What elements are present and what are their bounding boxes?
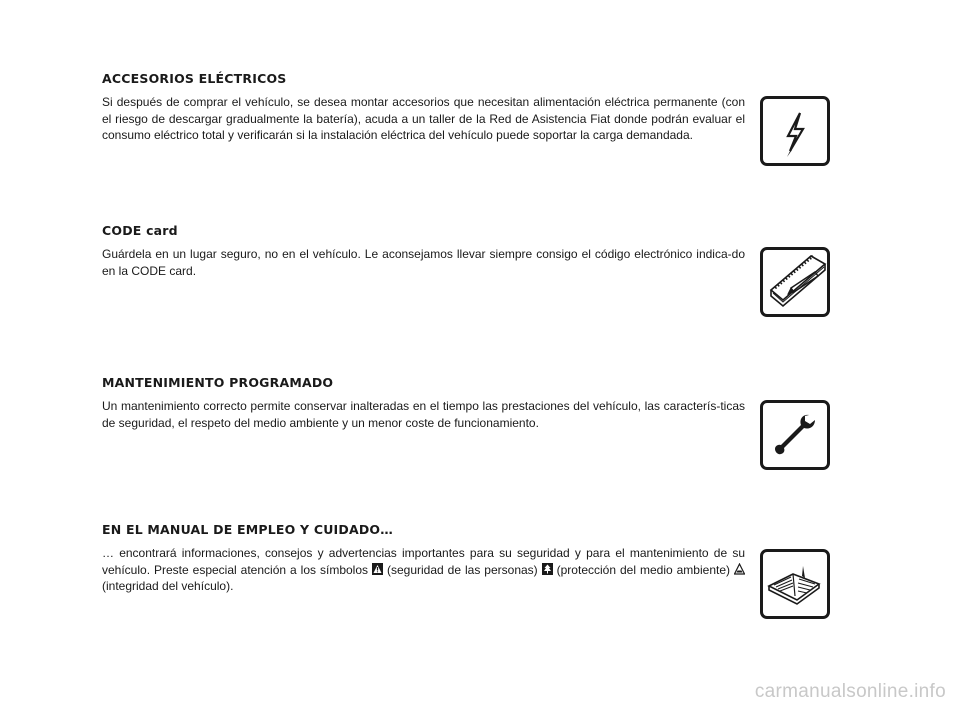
notebook-pen-icon <box>760 247 830 317</box>
section-body <box>102 545 745 595</box>
person-safety-warning-icon <box>372 563 383 575</box>
section-heading: EN EL MANUAL DE EMPLEO Y CUIDADO… <box>102 522 393 537</box>
vehicle-integrity-warning-icon <box>734 563 745 575</box>
section-electrical-accessories <box>102 72 745 144</box>
section-heading: ACCESORIOS ELÉCTRICOS <box>102 71 287 86</box>
section-body: Si después de comprar el vehículo, se desea montar accesorios que necesitan alimentación eléctrica permanente (con el riesgo de descargar gradualmente la batería), acuda a un taller de la Red de Asistencia Fiat donde podrán evaluar el consumo eléctrico total y verificarán si la instalación eléctrica del vehículo puede soportar la carga demandada. <box>102 95 745 142</box>
body-text-part: (integridad del vehículo). <box>102 579 234 593</box>
section-heading: CODE card <box>102 223 178 238</box>
open-book-icon <box>760 549 830 619</box>
section-heading: MANTENIMIENTO PROGRAMADO <box>102 375 334 390</box>
body-text-part: … encontrará informaciones, consejos y advertencias importantes para su seguridad y para el mantenimiento de su vehículo. Preste especial atención a los símbolos <box>102 546 745 577</box>
body-text-part: (seguridad de las personas) <box>386 562 538 577</box>
section-body: Un mantenimiento correcto permite conservar inalteradas en el tiempo las prestaciones del vehículo, las caracterís-ticas de seguridad, el respeto del medio ambiente y un menor coste de funcionamiento. <box>102 399 745 430</box>
section-code-card <box>102 224 745 279</box>
wrench-icon <box>760 400 830 470</box>
section-body: Guárdela en un lugar seguro, no en el vehículo. Le aconsejamos llevar siempre consigo el código electrónico indica-do en la CODE card. <box>102 247 745 278</box>
section-manual <box>102 523 745 595</box>
environment-protection-icon <box>542 563 553 575</box>
lightning-icon <box>760 96 830 166</box>
body-text-part: (protección del medio ambiente) <box>556 562 730 577</box>
watermark-url: carmanualsonline.info <box>754 681 946 702</box>
section-scheduled-maintenance <box>102 376 745 431</box>
